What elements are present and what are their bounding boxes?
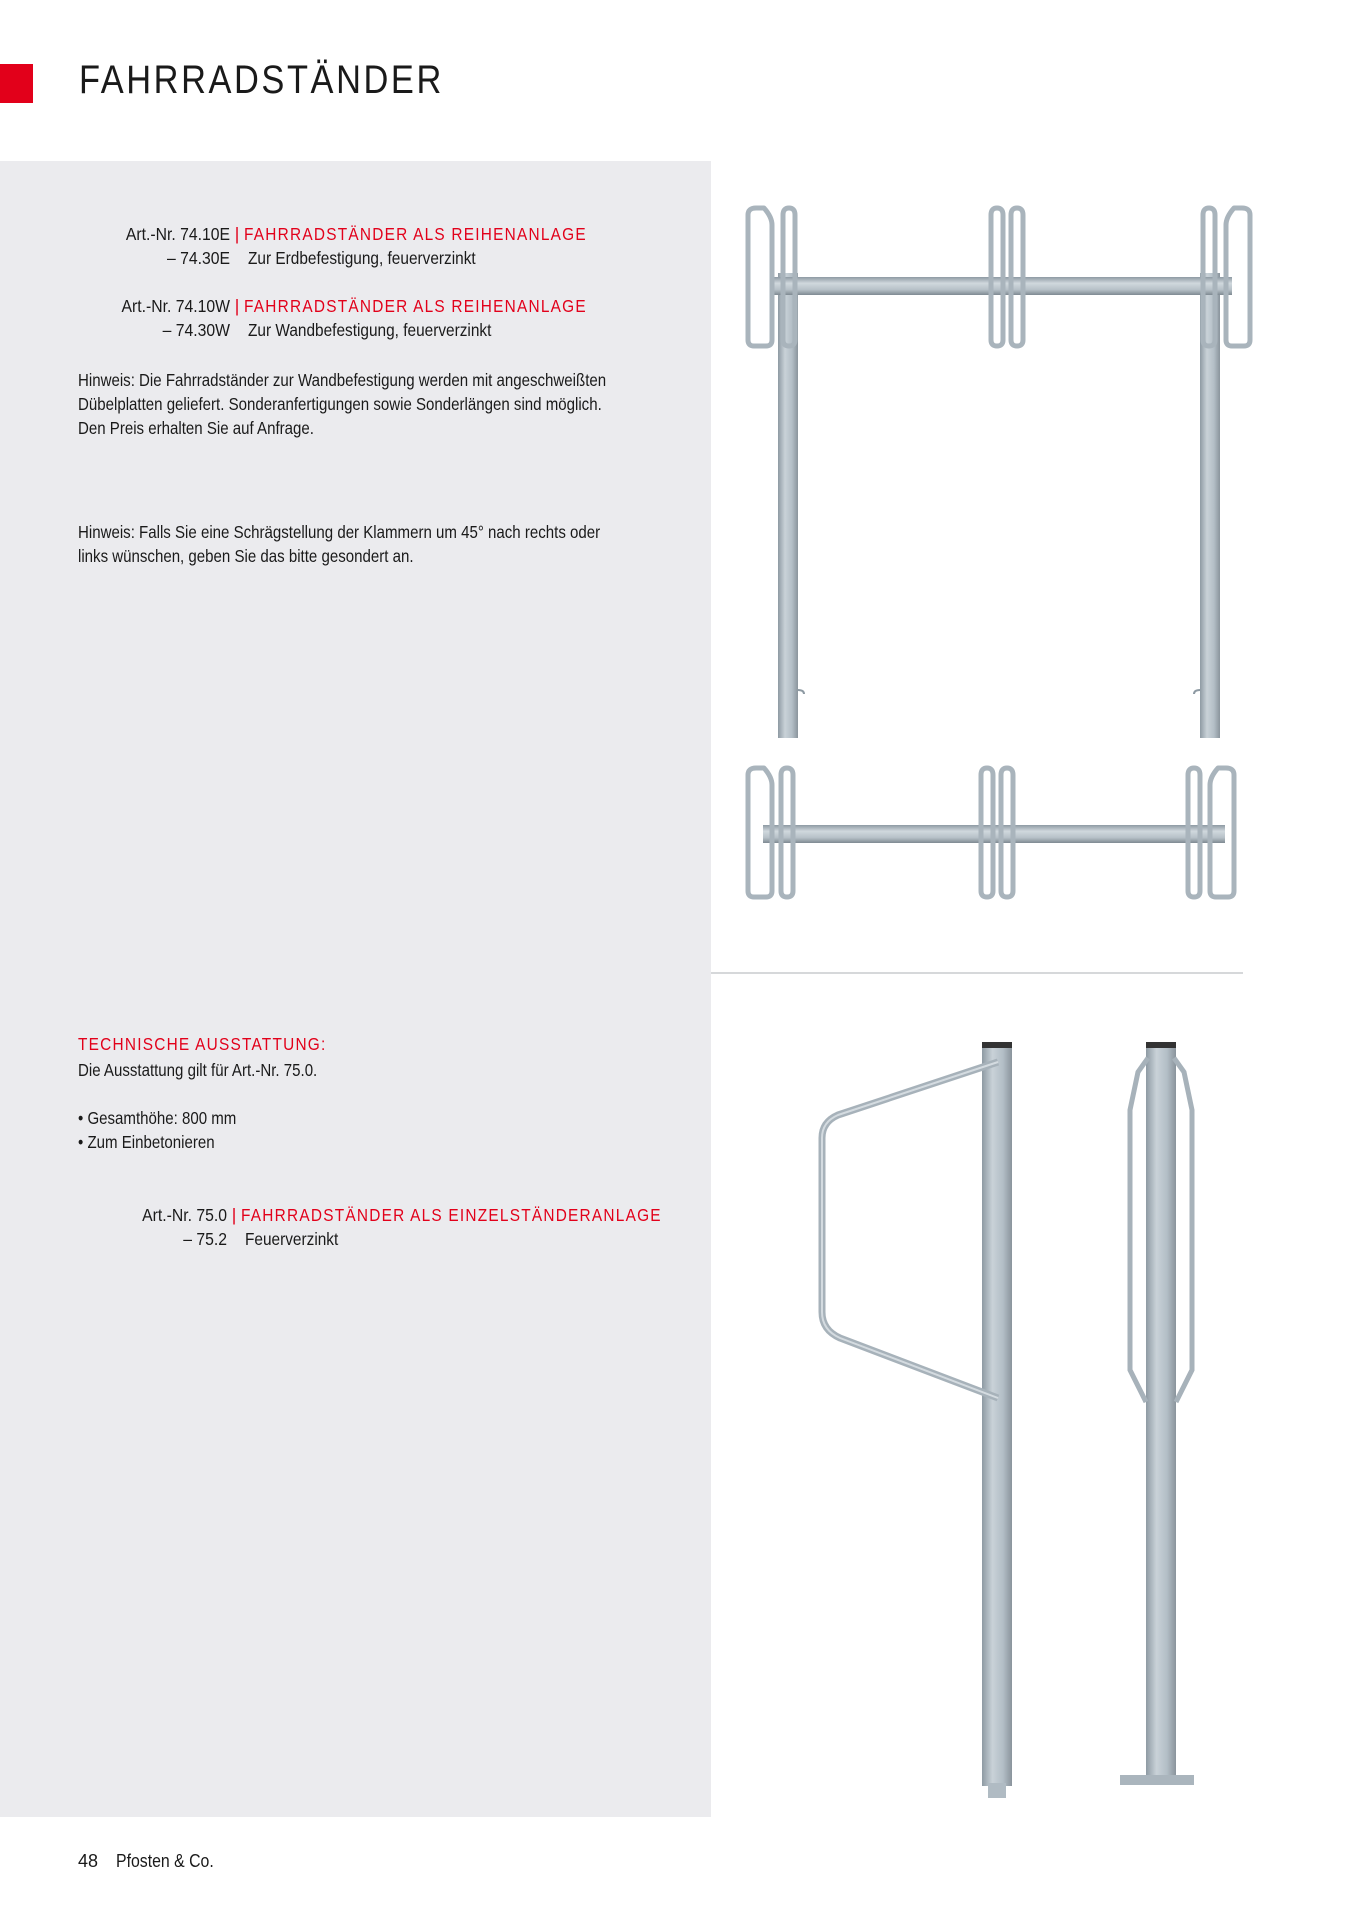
page-title: FAHRRADSTÄNDER bbox=[79, 58, 444, 102]
product-image-row-rack-ground bbox=[740, 205, 1260, 745]
technical-bullet: • Gesamthöhe: 800 mm bbox=[78, 1108, 237, 1128]
article-number: Art.-Nr. 75.0 bbox=[142, 1205, 227, 1225]
technical-intro: Die Ausstattung gilt für Art.-Nr. 75.0. bbox=[78, 1060, 318, 1080]
product-75 bbox=[100, 1203, 719, 1251]
article-number: Art.-Nr. 74.10W bbox=[121, 296, 230, 316]
bracket bbox=[1130, 1058, 1148, 1402]
article-number-range: – 74.30E bbox=[166, 248, 230, 268]
footer-brand: Pfosten & Co. bbox=[116, 1851, 214, 1871]
separator: | bbox=[234, 296, 240, 316]
product-image-row-rack-wall bbox=[745, 765, 1245, 905]
product-description: Feuerverzinkt bbox=[245, 1229, 339, 1249]
note-line: Dübelplatten geliefert. Sonderanfertigungen sowie Sonderlängen sind möglich. bbox=[78, 394, 602, 414]
note-line: Den Preis erhalten Sie auf Anfrage. bbox=[78, 418, 314, 438]
base-plate bbox=[1120, 1775, 1194, 1785]
product-title: FAHRRADSTÄNDER ALS REIHENANLAGE bbox=[244, 296, 587, 316]
product-title: FAHRRADSTÄNDER ALS EINZELSTÄNDERANLAGE bbox=[241, 1205, 662, 1225]
product-74-w bbox=[100, 294, 634, 342]
post bbox=[1146, 1048, 1176, 1778]
section-marker bbox=[0, 64, 33, 103]
note-line: links wünschen, geben Sie das bitte gesondert an. bbox=[78, 546, 414, 566]
note-wall-mount bbox=[78, 368, 680, 440]
note-angle bbox=[78, 520, 680, 568]
article-number: Art.-Nr. 74.10E bbox=[125, 224, 230, 244]
product-title: FAHRRADSTÄNDER ALS REIHENANLAGE bbox=[244, 224, 587, 244]
page-number: 48 bbox=[78, 1851, 99, 1871]
product-image-single-stand-side bbox=[770, 1040, 1030, 1800]
section-divider bbox=[711, 972, 1243, 974]
article-number-range: – 74.30W bbox=[162, 320, 230, 340]
note-line: Hinweis: Die Fahrradständer zur Wandbefestigung werden mit angeschweißten bbox=[78, 370, 607, 390]
technical-bullet: • Zum Einbetonieren bbox=[78, 1132, 215, 1152]
product-description: Zur Erdbefestigung, feuerverzinkt bbox=[248, 248, 476, 268]
clamp bbox=[748, 208, 772, 346]
note-line: Hinweis: Falls Sie eine Schrägstellung der Klammern um 45° nach rechts oder bbox=[78, 522, 601, 542]
separator: | bbox=[231, 1205, 237, 1225]
product-description: Zur Wandbefestigung, feuerverzinkt bbox=[248, 320, 492, 340]
technical-heading: TECHNISCHE AUSSTATTUNG: bbox=[78, 1034, 327, 1054]
product-74-e bbox=[100, 222, 634, 270]
post bbox=[982, 1048, 1012, 1786]
separator: | bbox=[234, 224, 240, 244]
article-number-range: – 75.2 bbox=[183, 1229, 227, 1249]
product-image-single-stand-front bbox=[1110, 1040, 1230, 1800]
